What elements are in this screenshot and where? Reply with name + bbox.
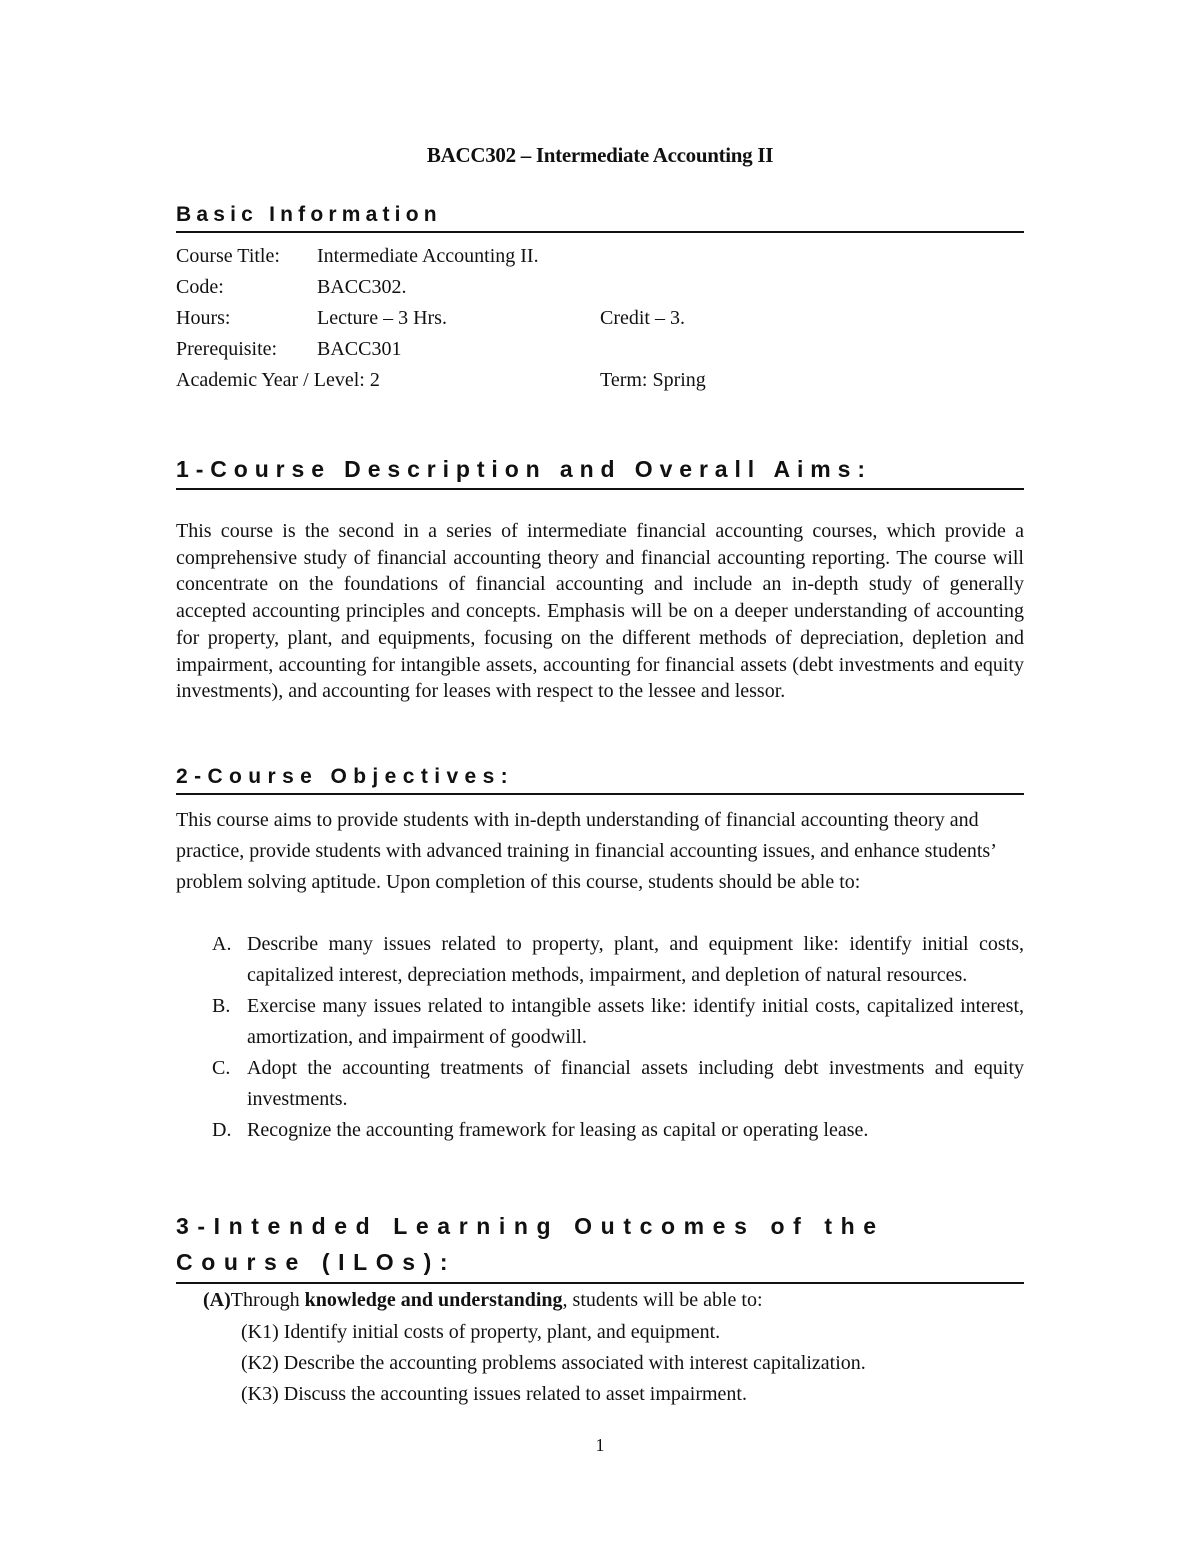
ilo-item-k1: (K1) Identify initial costs of property, plant, and equipment.: [241, 1321, 721, 1343]
prerequisite-label: Prerequisite:: [176, 338, 278, 360]
objective-text: Recognize the accounting framework for leasing as capital or operating lease.: [247, 1119, 869, 1141]
ilo-item-k3: (K3) Discuss the accounting issues related to asset impairment.: [241, 1383, 747, 1405]
document-title: BACC302 – Intermediate Accounting II: [426, 143, 774, 167]
ilo-lead-marker: (A): [203, 1289, 231, 1311]
course-objectives-intro: This course aims to provide students with in-depth understanding of financial accounting theory and practice, provide students with advanced training in financial accounting issues, and enhance students’ problem solving aptitude. Upon completion of this course, students should be able to:: [176, 809, 996, 893]
objective-marker: A.: [212, 933, 232, 955]
objective-text: Exercise many issues related to intangible assets like: identify initial costs, capitalized interest, amortization, and impairment of goodwill.: [247, 995, 1024, 1048]
objectives-list: [176, 929, 1024, 1146]
objective-marker: D.: [212, 1119, 232, 1141]
term: Term: Spring: [600, 369, 706, 391]
code-label: Code:: [176, 276, 224, 298]
credit-value: Credit – 3.: [600, 307, 685, 329]
course-description-heading: 1-Course Description and Overall Aims:: [176, 456, 1024, 490]
learning-outcomes-heading: 3-Intended Learning Outcomes of the Course (ILOs):: [176, 1208, 1024, 1284]
course-title-label: Course Title:: [176, 245, 280, 267]
objective-marker: C.: [212, 1057, 231, 1079]
ilo-item-k2: (K2) Describe the accounting problems associated with interest capitalization.: [241, 1352, 866, 1374]
ilo-lead-bold: knowledge and understanding: [304, 1289, 563, 1311]
prerequisite-value: BACC301: [317, 338, 402, 360]
ilo-lead-post: , students will be able to:: [562, 1289, 763, 1311]
hours-label: Hours:: [176, 307, 231, 329]
objective-item: [176, 991, 1024, 1053]
code-value: BACC302.: [317, 276, 407, 298]
academic-year-level: Academic Year / Level: 2: [176, 369, 380, 391]
objective-text: Describe many issues related to property, plant, and equipment like: identify initial costs, capitalized interest, depreciation methods, impairment, and depletion of natural resources.: [247, 933, 1024, 986]
objective-item: [176, 1053, 1024, 1115]
course-objectives-heading: 2-Course Objectives:: [176, 765, 1024, 795]
objective-item: [176, 929, 1024, 991]
objective-text: Adopt the accounting treatments of financial assets including debt investments and equity investments.: [247, 1057, 1024, 1110]
course-title-value: Intermediate Accounting II.: [317, 245, 539, 267]
hours-value: Lecture – 3 Hrs.: [317, 307, 447, 329]
ilo-knowledge-lead: [203, 1289, 763, 1312]
ilo-lead-pre: Through: [230, 1289, 305, 1311]
page-number: 1: [595, 1435, 605, 1455]
objective-item: [176, 1115, 1024, 1146]
course-description-text: This course is the second in a series of intermediate financial accounting courses, which provide a comprehensive study of financial accounting theory and financial accounting reporting. The course will concentrate on the foundations of financial accounting and include an in-depth study of generally accepted accounting principles and concepts. Emphasis will be on a deeper understanding of accounting for property, plant, and equipments, focusing on the different methods of depreciation, depletion and impairment, accounting for intangible assets, accounting for financial assets (debt investments and equity investments), and accounting for leases with respect to the lessee and lessor.: [176, 520, 1024, 703]
objective-marker: B.: [212, 995, 231, 1017]
basic-information-heading: Basic Information: [176, 203, 1024, 233]
